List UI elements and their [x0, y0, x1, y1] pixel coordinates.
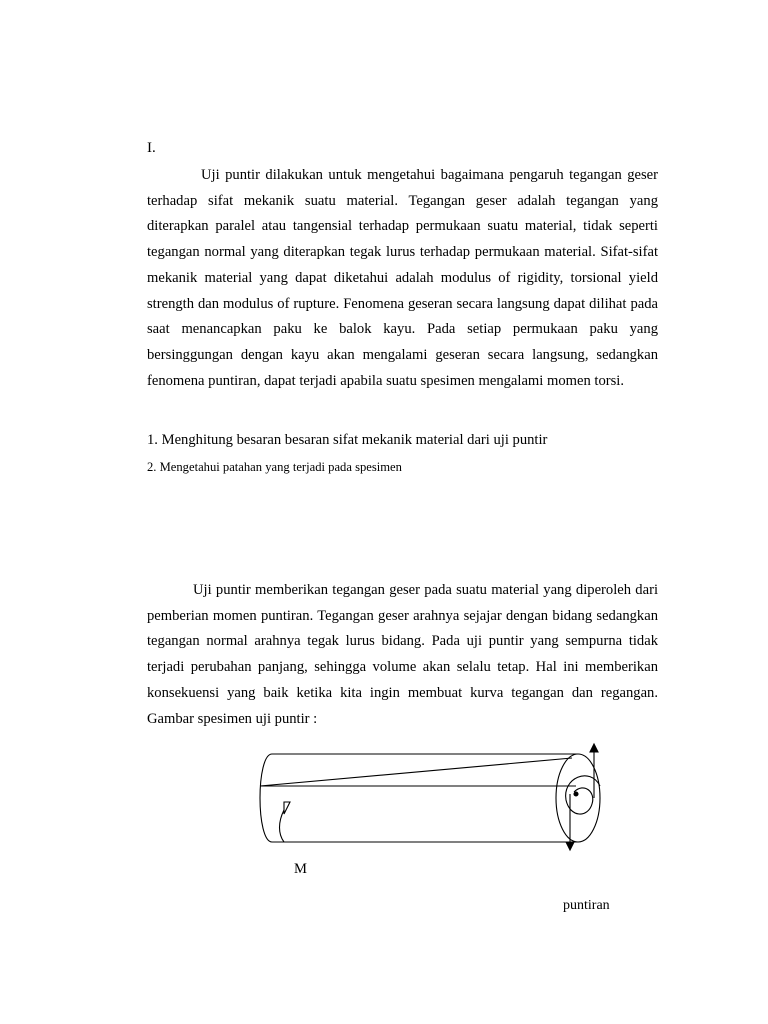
torsion-spiral	[566, 776, 600, 814]
moment-label: M	[294, 861, 307, 877]
objective-item-1: 1. Menghitung besaran besaran sifat mekanik material dari uji puntir	[147, 432, 548, 448]
torsion-specimen-figure	[240, 738, 620, 858]
cylinder-right-face	[556, 754, 600, 842]
section-number: I.	[147, 140, 156, 156]
twisted-line	[260, 758, 572, 786]
objective-item-2: 2. Mengetahui patahan yang terjadi pada spesimen	[147, 460, 402, 474]
theory-paragraph: Uji puntir memberikan tegangan geser pada suatu material yang diperoleh dari pemberian momen puntiran. Tegangan geser arahnya sejajar dengan bidang sedangkan tegangan normal arahnya tegak lurus bidang. Pada uji puntir yang sempurna tidak terjadi perubahan panjang, sehingga volume akan selalu tetap. Hal ini memberikan konsekuensi yang baik ketika kita ingin membuat kurva tegangan dan regangan. Gambar spesimen uji puntir :	[147, 582, 658, 727]
intro-paragraph: Uji puntir dilakukan untuk mengetahui bagaimana pengaruh tegangan geser terhadap sifat mekanik suatu material. Tegangan geser adalah tegangan yang diterapkan paralel atau tangensial terhadap permukaan suatu material, tidak seperti tegangan normal yang diterapkan tegak lurus terhadap permukaan material. Sifat-sifat mekanik material yang dapat diketahui adalah modulus of rigidity, torsional yield strength dan modulus of rupture. Fenomena geseran secara langsung dapat dilihat pada saat menancapkan paku ke balok kayu. Pada setiap permukaan paku yang bersinggungan dengan kayu akan mengalami geseran secara langsung, sedangkan fenomena puntiran, dapat terjadi apabila suatu spesimen mengalami momen torsi.	[147, 167, 658, 389]
torsion-label: puntiran	[563, 898, 610, 913]
cylinder-left-end	[260, 754, 272, 842]
moment-arc-left	[280, 810, 285, 842]
